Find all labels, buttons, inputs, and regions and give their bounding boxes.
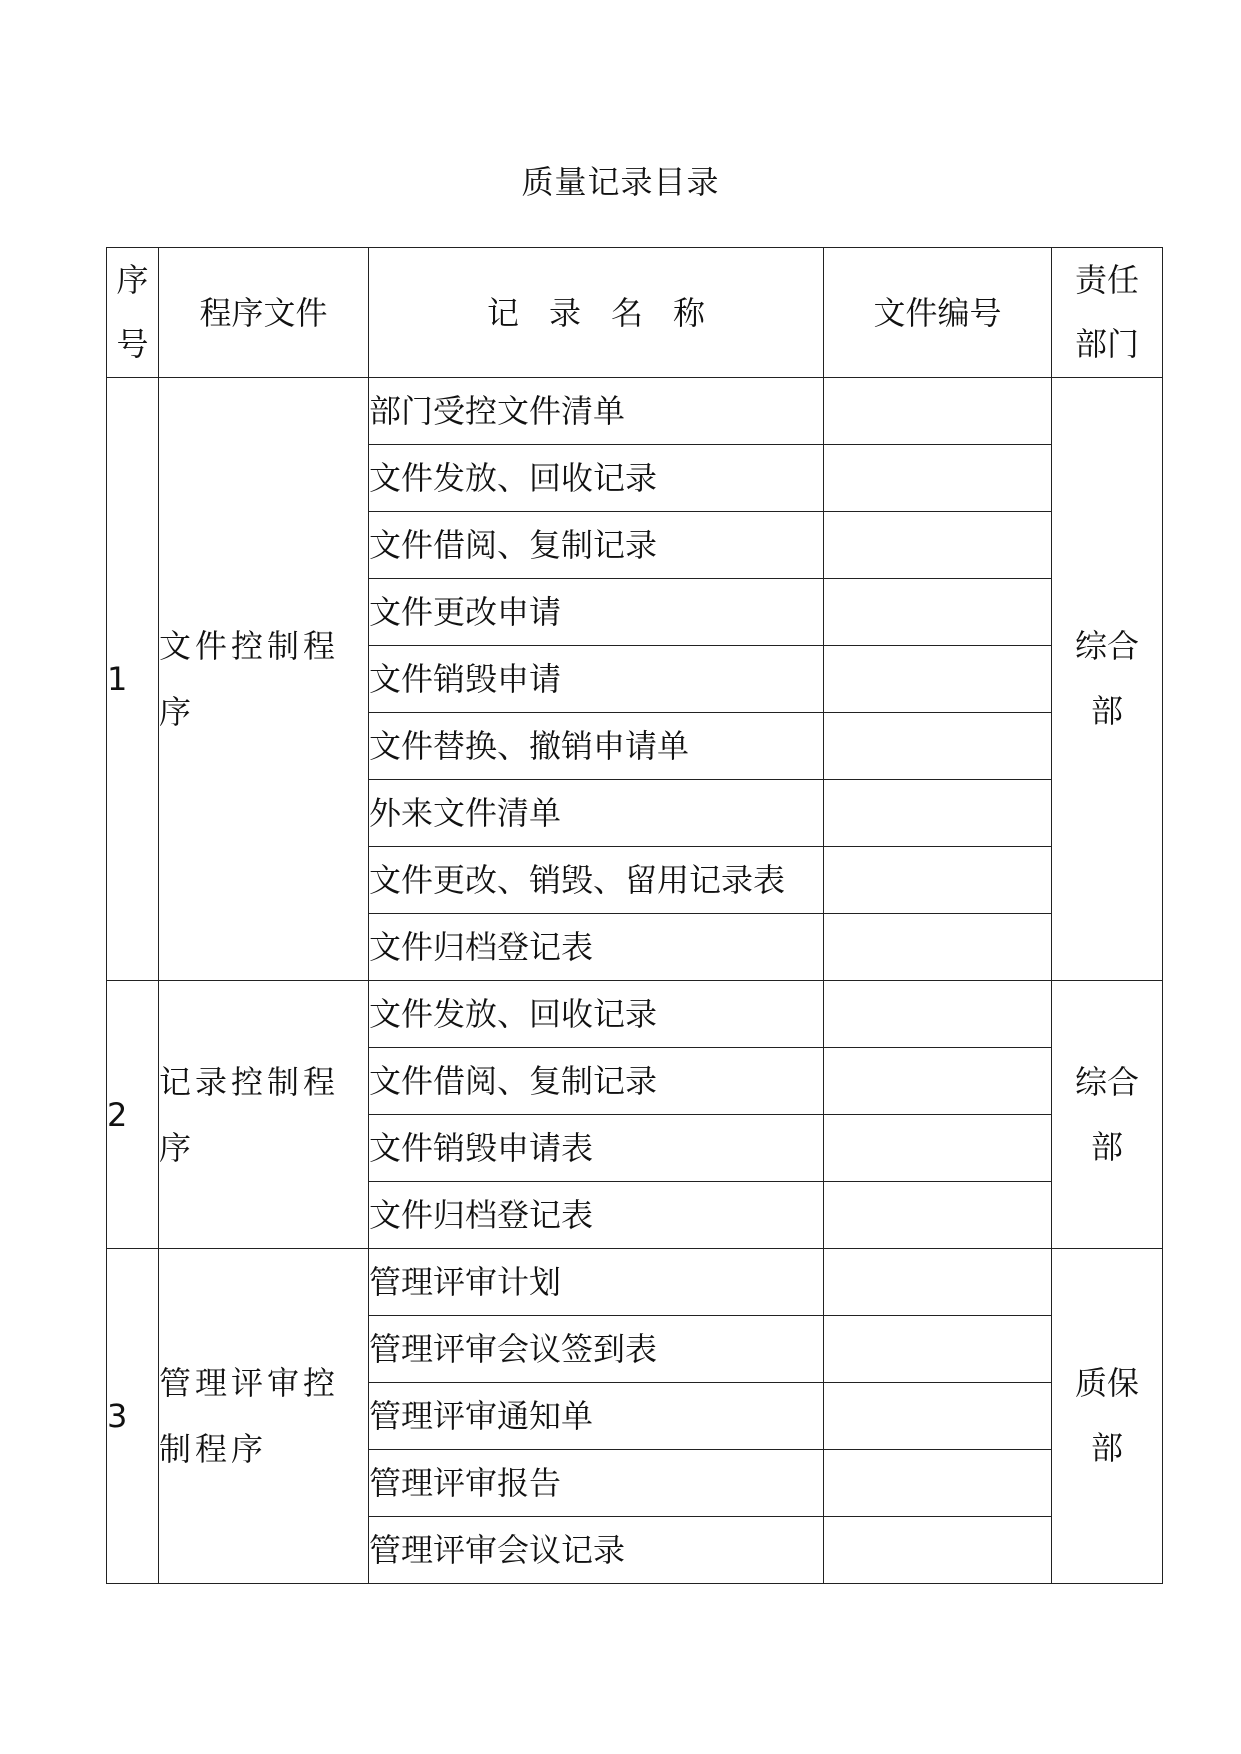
file-code (824, 579, 1052, 646)
header-procedure: 程序文件 (159, 248, 369, 378)
record-name: 管理评审会议记录 (369, 1517, 824, 1584)
record-name: 部门受控文件清单 (369, 378, 824, 445)
record-name: 文件归档登记表 (369, 914, 824, 981)
file-code (824, 914, 1052, 981)
file-code (824, 1048, 1052, 1115)
responsible-department: 质保部 (1052, 1249, 1163, 1584)
file-code (824, 1249, 1052, 1316)
table-body (107, 378, 1163, 1584)
record-name: 文件发放、回收记录 (369, 445, 824, 512)
file-code (824, 713, 1052, 780)
record-name: 文件销毁申请 (369, 646, 824, 713)
file-code (824, 445, 1052, 512)
document-title: 质量记录目录 (521, 163, 720, 201)
header-file-code: 文件编号 (824, 248, 1052, 378)
responsible-department: 综合部 (1052, 981, 1163, 1249)
record-name: 文件发放、回收记录 (369, 981, 824, 1048)
record-name: 管理评审报告 (369, 1450, 824, 1517)
record-name: 文件归档登记表 (369, 1182, 824, 1249)
header-record-name: 记录名称 (369, 248, 824, 378)
file-code (824, 378, 1052, 445)
group-number: 2 (107, 981, 159, 1249)
header-department: 责任部门 (1052, 248, 1163, 378)
file-code (824, 1450, 1052, 1517)
file-code (824, 981, 1052, 1048)
record-name: 文件借阅、复制记录 (369, 512, 824, 579)
table-row (107, 1249, 1163, 1316)
record-name: 管理评审通知单 (369, 1383, 824, 1450)
record-name: 外来文件清单 (369, 780, 824, 847)
header-row (107, 248, 1163, 378)
file-code (824, 1182, 1052, 1249)
table-row (107, 981, 1163, 1048)
group-number: 3 (107, 1249, 159, 1584)
record-name: 文件借阅、复制记录 (369, 1048, 824, 1115)
table-row (107, 378, 1163, 445)
file-code (824, 1316, 1052, 1383)
record-name: 文件销毁申请表 (369, 1115, 824, 1182)
quality-records-table (106, 247, 1163, 1584)
header-no: 序号 (107, 248, 159, 378)
record-name: 文件更改申请 (369, 579, 824, 646)
procedure-name: 管理评审控制程序 (159, 1249, 369, 1584)
file-code (824, 847, 1052, 914)
record-name: 管理评审会议签到表 (369, 1316, 824, 1383)
responsible-department: 综合部 (1052, 378, 1163, 981)
file-code (824, 512, 1052, 579)
record-name: 管理评审计划 (369, 1249, 824, 1316)
record-name: 文件替换、撤销申请单 (369, 713, 824, 780)
procedure-name: 文件控制程序 (159, 378, 369, 981)
record-name: 文件更改、销毁、留用记录表 (369, 847, 824, 914)
file-code (824, 646, 1052, 713)
file-code (824, 1115, 1052, 1182)
file-code (824, 1517, 1052, 1584)
procedure-name: 记录控制程序 (159, 981, 369, 1249)
file-code (824, 1383, 1052, 1450)
file-code (824, 780, 1052, 847)
group-number: 1 (107, 378, 159, 981)
